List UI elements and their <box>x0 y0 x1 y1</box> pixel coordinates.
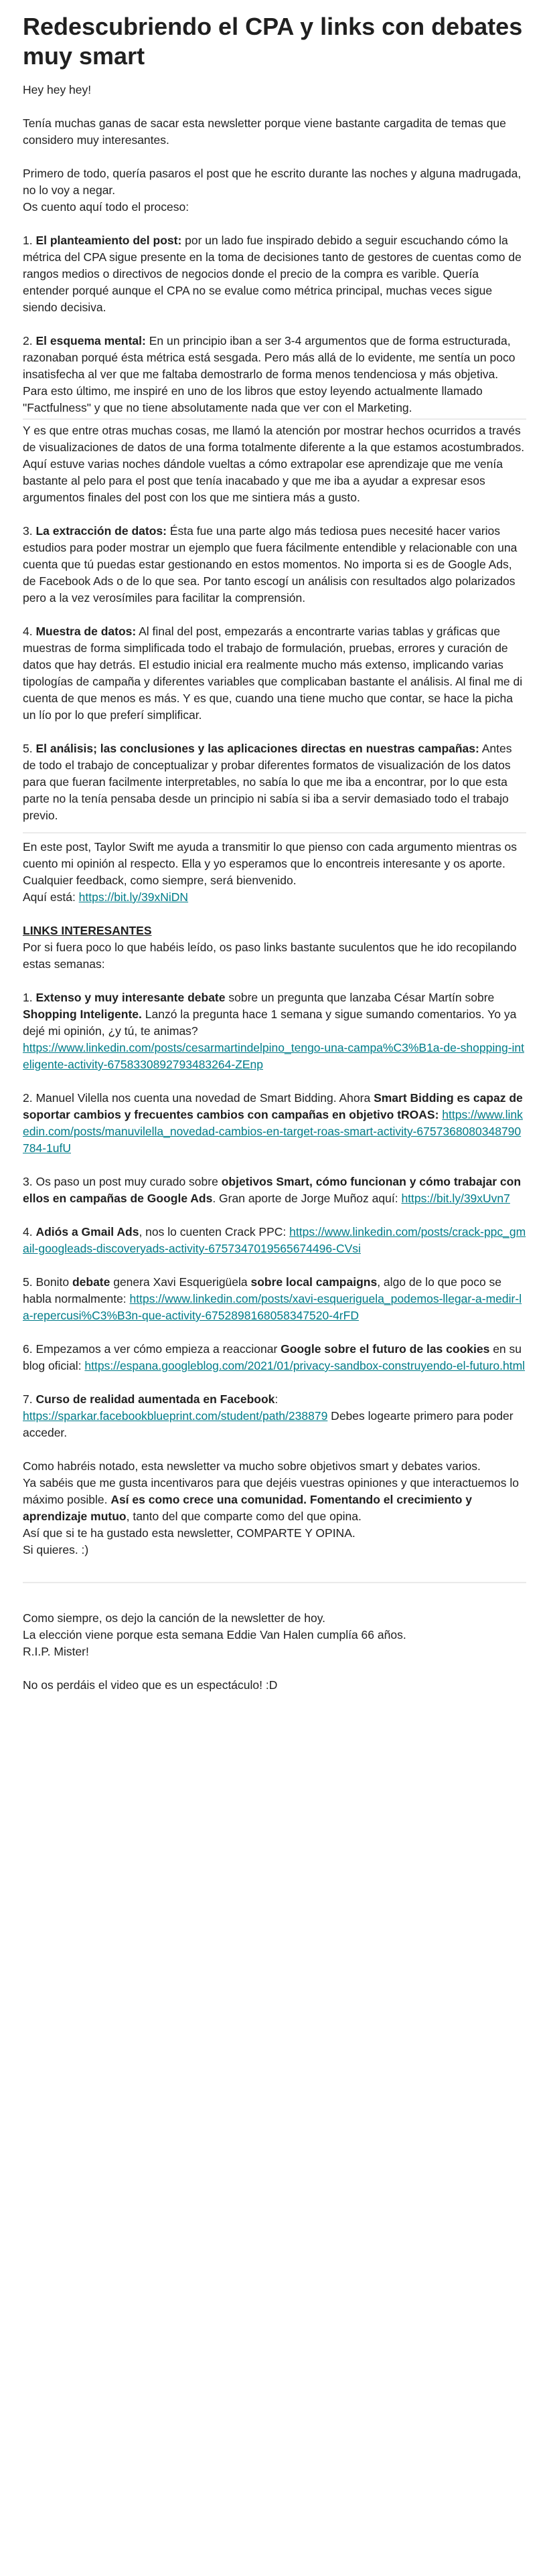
step-number: 4. <box>23 625 36 638</box>
link-emphasis: objetivos Smart, cómo funcionan y cómo trabajar con ellos en campañas de Google Ads <box>23 1175 522 1205</box>
link-url[interactable]: https://www.linkedin.com/posts/xavi-esqueriguela_podemos-llegar-a-medir-la-repercusi%C3%B3n-que-activity-6752898168058347520-4rFD <box>23 1292 522 1322</box>
step-text: Para esto último, me inspiré en uno de los libros que estoy leyendo actualmente llamado "Factfulness" y que no tiene absolutamente nada que ver con el Marketing. <box>23 384 483 414</box>
step-3 <box>23 523 526 607</box>
step-2 <box>23 333 526 416</box>
closing-emphasis: Así es como crece una comunidad. Fomentando el crecimiento y aprendizaje mutuo <box>23 1493 473 1523</box>
post-outro-text: En este post, Taylor Swift me ayuda a transmitir lo que pienso con cada argumento mientras os cuento mi opinión al respecto. Ella y yo esperamos que lo encontreis interesante y os aporte. Cualquier feedback, como siempre, será bienvenido. <box>23 840 517 887</box>
link-url[interactable]: https://www.linkedin.com/posts/manuvilella_novedad-cambios-en-target-roas-smart-activity-6757368080348790784-1ufU <box>23 1108 523 1155</box>
link-url[interactable]: https://bit.ly/39xUvn7 <box>401 1192 510 1205</box>
closing-line: Como habréis notado, esta newsletter va mucho sobre objetivos smart y debates varios. <box>23 1459 481 1473</box>
link-emphasis: debate <box>72 1275 110 1289</box>
link-url[interactable]: https://www.linkedin.com/posts/cesarmartindelpino_tengo-una-campa%C3%B1a-de-shopping-inteligente-activity-6758330892793483264-ZEnp <box>23 1041 525 1071</box>
link-text: . Gran aporte de Jorge Muñoz aquí: <box>212 1192 402 1205</box>
step-4 <box>23 623 526 724</box>
step-label: El planteamiento del post: <box>35 234 182 247</box>
greeting: Hey hey hey! <box>23 83 92 96</box>
step-text: Ésta fue una parte algo más tediosa pues necesité hacer varios estudios para poder mostrar un ejemplo que fuera fácilmente entendible y relacionable con una cuenta que tú puedas estar gestionando en estos momentos. No importa si es de Google Ads, de Facebook Ads o de lo que sea. Por tanto escogí un análisis con resultados algo polarizados pero a la vez verosímiles para facilitar la comprensión. <box>23 524 518 605</box>
step-number: 3. <box>23 524 36 538</box>
step-text: Al final del post, empezarás a encontrarte varias tablas y gráficas que muestras de forma simplificada todo el trabajo de formulación, pruebas, errores y curación de datos que hay detrás. El estudio inicial era realmente mucho más extenso, implicando varias tipologías de campaña y diferentes variables que complicaban bastante el análisis. Al final me di cuenta de que menos es más. Y es que, cuando una tiene mucho que contar, se hace la picha un lío por lo que preferí simplificar. <box>23 625 523 722</box>
link-text: , nos lo cuenten Crack PPC: <box>139 1225 290 1238</box>
link-text: genera Xavi Esquerigüela <box>110 1275 251 1289</box>
link-emphasis: Curso de realidad aumentada en Facebook <box>35 1392 275 1406</box>
footer-video-note: No os perdáis el video que es un espectáculo! :D <box>23 1678 278 1692</box>
link-emphasis: Extenso y muy interesante debate <box>35 991 226 1004</box>
links-heading: LINKS INTERESANTES <box>23 924 152 937</box>
link-item-6 <box>23 1341 526 1374</box>
link-emphasis: Smart Bidding es capaz de soportar cambios y frecuentes cambios con campañas en objetivo tROAS: <box>23 1091 523 1121</box>
divider <box>23 418 526 420</box>
links-intro: Por si fuera poco lo que habéis leído, os paso links bastante suculentos que he ido recopilando estas semanas: <box>23 941 517 971</box>
step-5 <box>23 740 526 824</box>
post-intro <box>23 165 526 216</box>
step-2-continued <box>23 422 526 506</box>
link-text: Debes logearte primero para poder acceder. <box>23 1409 514 1439</box>
step-label: El esquema mental: <box>35 334 146 347</box>
link-text: Lanzó la pregunta hace 1 semana y sigue sumando comentarios. Yo ya dejé mi opinión, ¿y tú, te animas? <box>23 1008 517 1038</box>
footer-line: La elección viene porque esta semana Eddie Van Halen cumplía 66 años. <box>23 1628 406 1641</box>
step-text: Aquí estuve varias noches dándole vueltas a cómo extrapolar ese aprendizaje que me venía bastante al pelo para el post que tenía inacabado y que me iba a ayudar a expresar esos argumentos finales del post con los que me sintiera más a gusto. <box>23 457 503 504</box>
newsletter-title: Redescubriendo el CPA y links con debates muy smart <box>23 13 523 70</box>
post-link-prefix: Aquí está: <box>23 890 79 904</box>
divider <box>23 832 526 833</box>
link-text: , algo de lo que poco se habla normalmente: <box>23 1275 502 1305</box>
post-intro-line: Os cuento aquí todo el proceso: <box>23 200 189 214</box>
post-outro <box>23 839 526 906</box>
link-text: 2. Manuel Vilella nos cuenta una novedad de Smart Bidding. Ahora <box>23 1091 374 1105</box>
step-text: Y es que entre otras muchas cosas, me llamó la atención por mostrar hechos ocurridos a través de visualizaciones de datos de una forma totalmente diferente a la que estamos acostumbrados. <box>23 424 525 454</box>
step-1 <box>23 232 526 316</box>
post-link[interactable]: https://bit.ly/39xNiDN <box>78 890 189 904</box>
link-item-5 <box>23 1274 526 1324</box>
post-intro-line: Primero de todo, quería pasaros el post que he escrito durante las noches y alguna madrugada, no lo voy a negar. <box>23 167 522 197</box>
closing-line: Si quieres. :) <box>23 1543 89 1556</box>
link-text: 6. Empezamos a ver cómo empieza a reaccionar <box>23 1342 281 1356</box>
link-number: 7. <box>23 1392 36 1406</box>
link-text: 3. Os paso un post muy curado sobre <box>23 1175 222 1188</box>
link-url[interactable]: https://www.linkedin.com/posts/crack-ppc_gmail-googleads-discoveryads-activity-6757347019565674496-CVsi <box>23 1225 526 1255</box>
step-label: Muestra de datos: <box>35 625 137 638</box>
closing-paragraph <box>23 1458 526 1558</box>
step-number: 1. <box>23 234 36 247</box>
link-text: en su blog oficial: <box>23 1342 522 1372</box>
link-emphasis: Adiós a Gmail Ads <box>35 1225 139 1238</box>
link-emphasis: Shopping Inteligente. <box>23 1008 142 1021</box>
step-label: La extracción de datos: <box>35 524 167 538</box>
link-text: 5. Bonito <box>23 1275 72 1289</box>
link-text: : <box>274 1392 279 1406</box>
links-section <box>23 922 526 973</box>
footer-line: R.I.P. Mister! <box>23 1645 89 1658</box>
step-text: por un lado fue inspirado debido a seguir escuchando cómo la métrica del CPA sigue presente en la toma de decisiones tanto de gestores de cuentas como de rangos medios o directivos de negocios donde el precio de la compra es varible. Quería entender porqué aunque el CPA no se evalue como métrica principal, muchas veces sigue siendo decisiva. <box>23 234 522 314</box>
step-text: En un principio iban a ser 3-4 argumentos que de forma estructurada, razonaban porqué ésta métrica está sesgada. Pero más allá de lo evidente, me sentía un poco insatisfecha al ver que me faltaba demostrarlo de forma menos tendenciosa y más objetiva. <box>23 334 516 381</box>
link-item-7 <box>23 1391 526 1441</box>
intro-paragraph: Tenía muchas ganas de sacar esta newsletter porque viene bastante cargadita de temas que considero muy interesantes. <box>23 116 506 147</box>
step-label: El análisis; las conclusiones y las aplicaciones directas en nuestras campañas: <box>35 742 479 755</box>
link-emphasis: Google sobre el futuro de las cookies <box>281 1342 490 1356</box>
footer-line: Como siempre, os dejo la canción de la newsletter de hoy. <box>23 1611 326 1625</box>
step-text: Antes de todo el trabajo de conceptualizar y probar diferentes formatos de visualización de los datos para que fueran facilmente interpretables, no sabía lo que me iba a encontrar, por lo que esta parte no la tenía pensaba desde un principio ni sabía si iba a servir demasiado todo el trabajo previo. <box>23 742 512 822</box>
link-emphasis: sobre local campaigns <box>250 1275 378 1289</box>
link-item-4 <box>23 1224 526 1257</box>
footer-paragraph <box>23 1610 526 1660</box>
step-number: 5. <box>23 742 36 755</box>
closing-line: Así que si te ha gustado esta newsletter, COMPARTE Y OPINA. <box>23 1526 356 1540</box>
link-url[interactable]: https://sparkar.facebookblueprint.com/student/path/238879 <box>23 1409 328 1423</box>
link-url[interactable]: https://espana.googleblog.com/2021/01/privacy-sandbox-construyendo-el-futuro.html <box>84 1359 526 1372</box>
closing-line: Ya sabéis que me gusta incentivaros para que dejéis vuestras opiniones y que interactuemos lo máximo posible. <box>23 1476 519 1506</box>
closing-line: , tanto del que comparte como del que opina. <box>126 1510 362 1523</box>
link-item-1 <box>23 989 526 1073</box>
link-number: 4. <box>23 1225 36 1238</box>
link-item-3 <box>23 1174 526 1207</box>
link-number: 1. <box>23 991 36 1004</box>
link-text: sobre un pregunta que lanzaba César Martín sobre <box>225 991 495 1004</box>
step-number: 2. <box>23 334 36 347</box>
link-item-2 <box>23 1090 526 1157</box>
